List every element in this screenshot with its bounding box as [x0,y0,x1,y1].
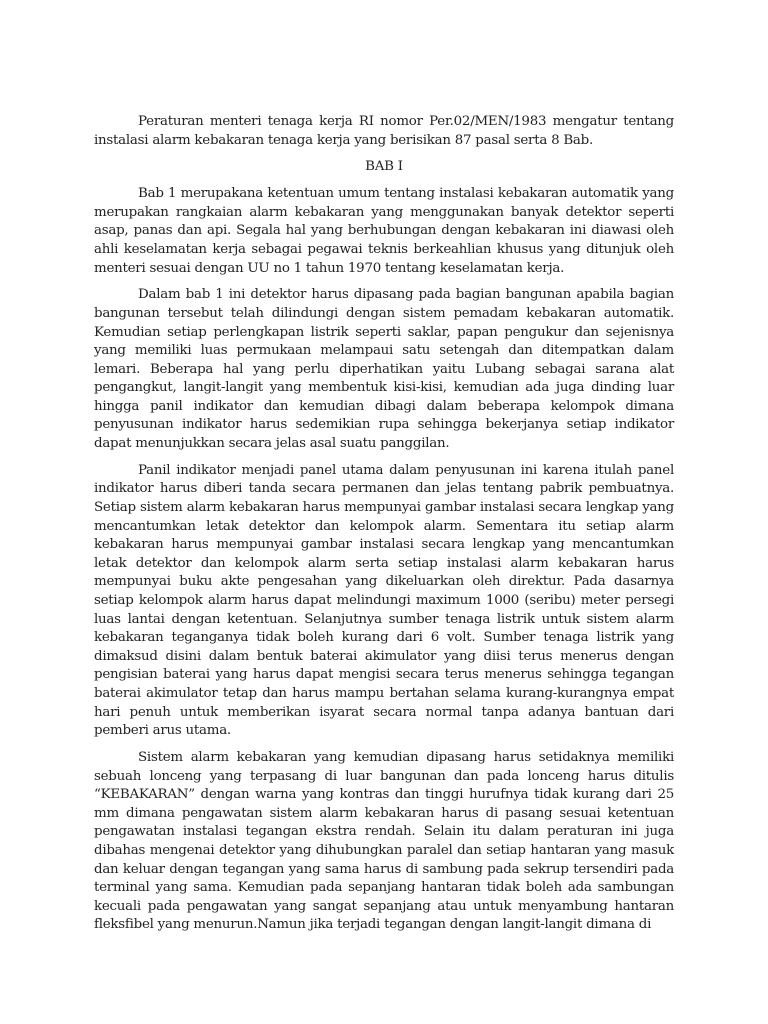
body-paragraph-1: Bab 1 merupakana ketentuan umum tentang instalasi kebakaran automatik yang merupakan rangkaian alarm kebakaran yang menggunakan banyak detektor seperti asap, panas dan api. Segala hal yang berhubungan dengan kebakaran ini diawasi oleh ahli keselamatan kerja sebagai pegawai teknis berkeahlian khusus yang ditunjuk oleh menteri sesuai dengan UU no 1 tahun 1970 tentang keselamatan kerja. [94,186,674,276]
intro-paragraph: Peraturan menteri tenaga kerja RI nomor Per.02/MEN/1983 mengatur tentang instalasi alarm kebakaran tenaga kerja yang berisikan 87 pasal serta 8 Bab. [94,114,674,148]
chapter-heading: BAB I [365,159,403,175]
body-paragraph-2: Dalam bab 1 ini detektor harus dipasang pada bagian bangunan apabila bagian bangunan tersebut telah dilindungi dengan sistem pemadam kebakaran automatik. Kemudian setiap perlengkapan listrik seperti saklar, papan pengukur dan sejenisnya yang memiliki luas permukaan melampaui satu setengah dan ditempatkan dalam lemari. Beberapa hal yang perlu diperhatikan yaitu Lubang sebagai sarana alat pengangkut, langit-langit yang membentuk kisi-kisi, kemudian ada juga dinding luar hingga panil indikator dan kemudian dibagi dalam beberapa kelompok dimana penyusunan indikator harus sedemikian rupa sehingga bekerjanya setiap indikator dapat menunjukkan secara jelas asal suatu panggilan. [94,287,674,452]
document-body [94,113,674,943]
body-paragraph-3: Panil indikator menjadi panel utama dalam penyusunan ini karena itulah panel indikator harus diberi tanda secara permanen dan jelas tentang pabrik pembuatnya. Setiap sistem alarm kebakaran harus mempunyai gambar instalasi secara lengkap yang mencantumkan letak detektor dan kelompok alarm. Sementara itu setiap alarm kebakaran harus mempunyai gambar instalasi secara lengkap yang mencantumkan letak detektor dan kelompok alarm serta setiap instalasi alarm kebakaran harus mempunyai buku akte pengesahan yang dikeluarkan oleh direktur. Pada dasarnya setiap kelompok alarm harus dapat melindungi maximum 1000 (seribu) meter persegi luas lantai dengan ketentuan. Selanjutnya sumber tenaga listrik untuk sistem alarm kebakaran teganganya tidak boleh kurang dari 6 volt. Sumber tenaga listrik yang dimaksud disini dalam bentuk baterai akimulator yang diisi terus menerus dengan pengisian baterai yang harus dapat mengisi secara terus menerus sehingga tegangan baterai akimulator tetap dan harus mampu bertahan selama kurang-kurangnya empat hari penuh untuk memberikan isyarat secara normal tanpa adanya bantuan dari pemberi arus utama. [94,462,674,739]
body-paragraph-4: Sistem alarm kebakaran yang kemudian dipasang harus setidaknya memiliki sebuah lonceng yang terpasang di luar bangunan dan pada lonceng harus ditulis “KEBAKARAN” dengan warna yang kontras dan tinggi hurufnya tidak kurang dari 25 mm dimana pengawatan sistem alarm kebakaran harus di pasang sesuai ketentuan pengawatan instalasi tegangan ekstra rendah. Selain itu dalam peraturan ini juga dibahas mengenai detektor yang dihubungkan paralel dan setiap hantaran yang masuk dan keluar dengan tegangan yang sama harus di sambung pada sekrup tersendiri pada terminal yang sama. Kemudian pada sepanjang hantaran tidak boleh ada sambungan kecuali pada pengawatan yang sangat sepanjang atau untuk menyambung hantaran fleksfibel yang menurun.Namun jika terjadi tegangan dengan langit-langit dimana di [94,749,674,933]
